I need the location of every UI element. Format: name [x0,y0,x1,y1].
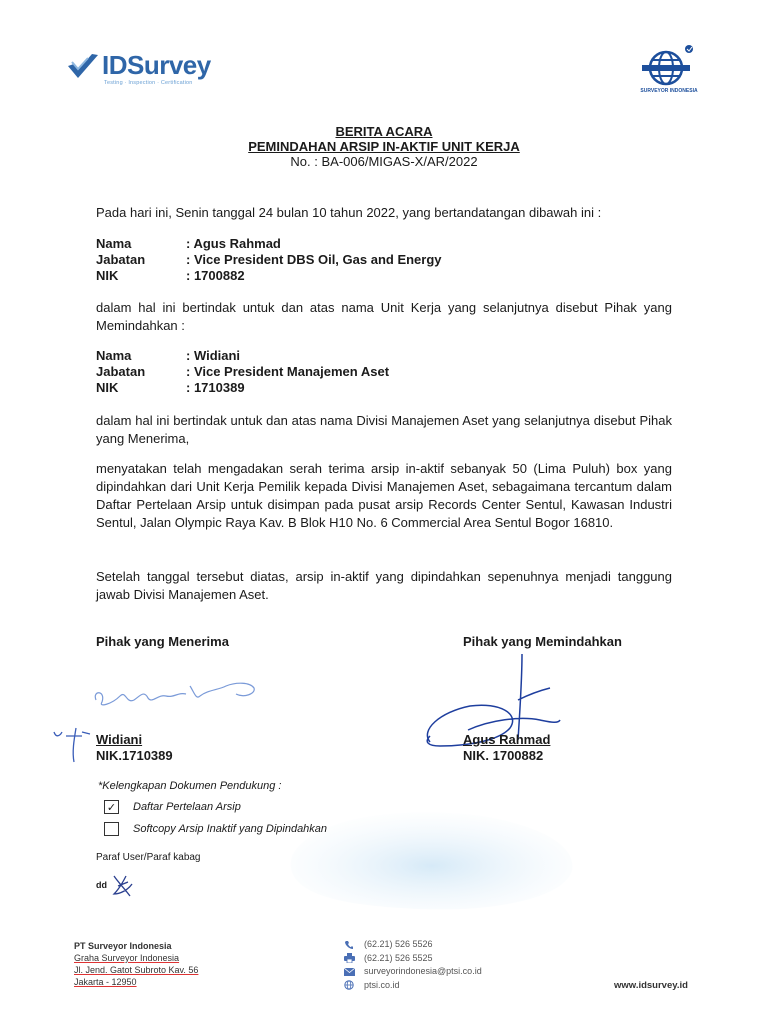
footer-address-line2: Jl. Jend. Gatot Subroto Kav. 56 [74,965,199,975]
party1-identity [96,236,442,284]
web-icon [342,980,356,990]
sender-name: Agus Rahmad [463,732,551,747]
receiver-nik: NIK.1710389 [96,748,173,763]
party2-nik-value: : 1710389 [186,380,245,395]
footer-address [74,940,198,988]
intro-paragraph: Pada hari ini, Senin tanggal 24 bulan 10 tahun 2022, yang bertandatangan dibawah ini : [96,205,602,220]
party2-nama-value: : Widiani [186,348,241,363]
title-line1: BERITA ACARA [335,124,433,139]
party2-jabatan-value: : Vice President Manajemen Aset [186,364,390,379]
attachment-label: Softcopy Arsip Inaktif yang Dipindahkan [133,823,328,835]
party1-nama-value: : Agus Rahmad [186,236,281,251]
document-title [0,124,768,170]
idsurvey-check-icon [66,52,100,82]
footer-site: www.idsurvey.id [614,980,688,991]
sender-signatory [463,732,550,764]
paraf-initial: dd [96,880,107,890]
surveyor-indonesia-logo [636,42,706,94]
attachment-checkbox-unchecked [104,822,119,836]
sender-nik: NIK. 1700882 [463,748,544,763]
party1-nama-label: Nama [96,236,132,251]
party1-nik-value: : 1700882 [186,268,245,283]
receiver-signatory [96,732,173,764]
attachment-item-softcopy [104,822,327,836]
footer-email: surveyorindonesia@ptsi.co.id [364,966,482,976]
fax-icon [342,953,356,963]
party2-nama-label: Nama [96,348,132,363]
brand-tagline: Testing · Inspection · Certification [104,80,193,86]
footer-address-line3: Jakarta - 12950 [74,977,137,987]
footer-phone: (62.21) 526 5526 [364,939,433,949]
statement-paragraph: menyatakan telah mengadakan serah terima arsip in-aktif sebanyak 50 (Lima Puluh) box yang dipindahkan dari Unit Kerja Pemilik kepada Divisi Manajemen Aset, sebagaimana tercantum dalam Daftar Pertelaan Arsip untuk disimpan pada pusat arsip Records Center Sentul, Kawasan Industri Sentul, Jalan Olympic Raya Kav. B Blok H10 No. 6 Commercial Area Sentul Bogor 16810. [96,461,672,530]
party2-jabatan-label: Jabatan [96,364,146,379]
receiver-heading: Pihak yang Menerima [96,634,229,649]
party1-jabatan-label: Jabatan [96,252,146,267]
attachment-label: Daftar Pertelaan Arsip [133,801,241,813]
party1-jabatan-value: : Vice President DBS Oil, Gas and Energy [186,252,442,267]
attachments-heading: *Kelengkapan Dokumen Pendukung : [98,780,282,792]
footer-web: ptsi.co.id [364,979,400,990]
paraf-signature-icon [108,872,138,900]
title-line2: PEMINDAHAN ARSIP IN-AKTIF UNIT KERJA [248,139,520,154]
closing-paragraph: Setelah tanggal tersebut diatas, arsip in-aktif yang dipindahkan sepenuhnya menjadi tanggung jawab Divisi Manajemen Aset. [96,569,672,602]
email-icon [342,968,356,976]
paraf-label: Paraf User/Paraf kabag [96,852,201,863]
attachment-checkbox-checked: ✓ [104,800,119,814]
right-logo-caption: SURVEYOR INDONESIA [640,88,698,94]
ink-stain-icon [282,796,582,916]
party1-nik-label: NIK [96,268,119,283]
footer-address-line1: Graha Surveyor Indonesia [74,953,180,963]
idsurvey-logo [66,50,236,90]
receiver-name: Widiani [96,732,143,747]
document-number: No. : BA-006/MIGAS-X/AR/2022 [290,154,478,169]
brand-name: IDSurvey [102,50,211,80]
footer-fax: (62.21) 526 5525 [364,952,433,963]
party2-role-paragraph: dalam hal ini bertindak untuk dan atas nama Divisi Manajemen Aset yang selanjutnya disebut Pihak yang Menerima, [96,413,672,446]
globe-icon [636,42,702,88]
footer-contacts [342,938,482,992]
footer-company: PT Surveyor Indonesia [74,941,172,951]
party2-nik-label: NIK [96,380,119,395]
sender-heading: Pihak yang Memindahkan [463,634,622,649]
party1-role-paragraph: dalam hal ini bertindak untuk dan atas nama Unit Kerja yang selanjutnya disebut Pihak yang Memindahkan : [96,300,672,333]
party2-identity [96,348,389,396]
attachment-item-daftar [104,800,241,814]
phone-icon [342,940,356,950]
